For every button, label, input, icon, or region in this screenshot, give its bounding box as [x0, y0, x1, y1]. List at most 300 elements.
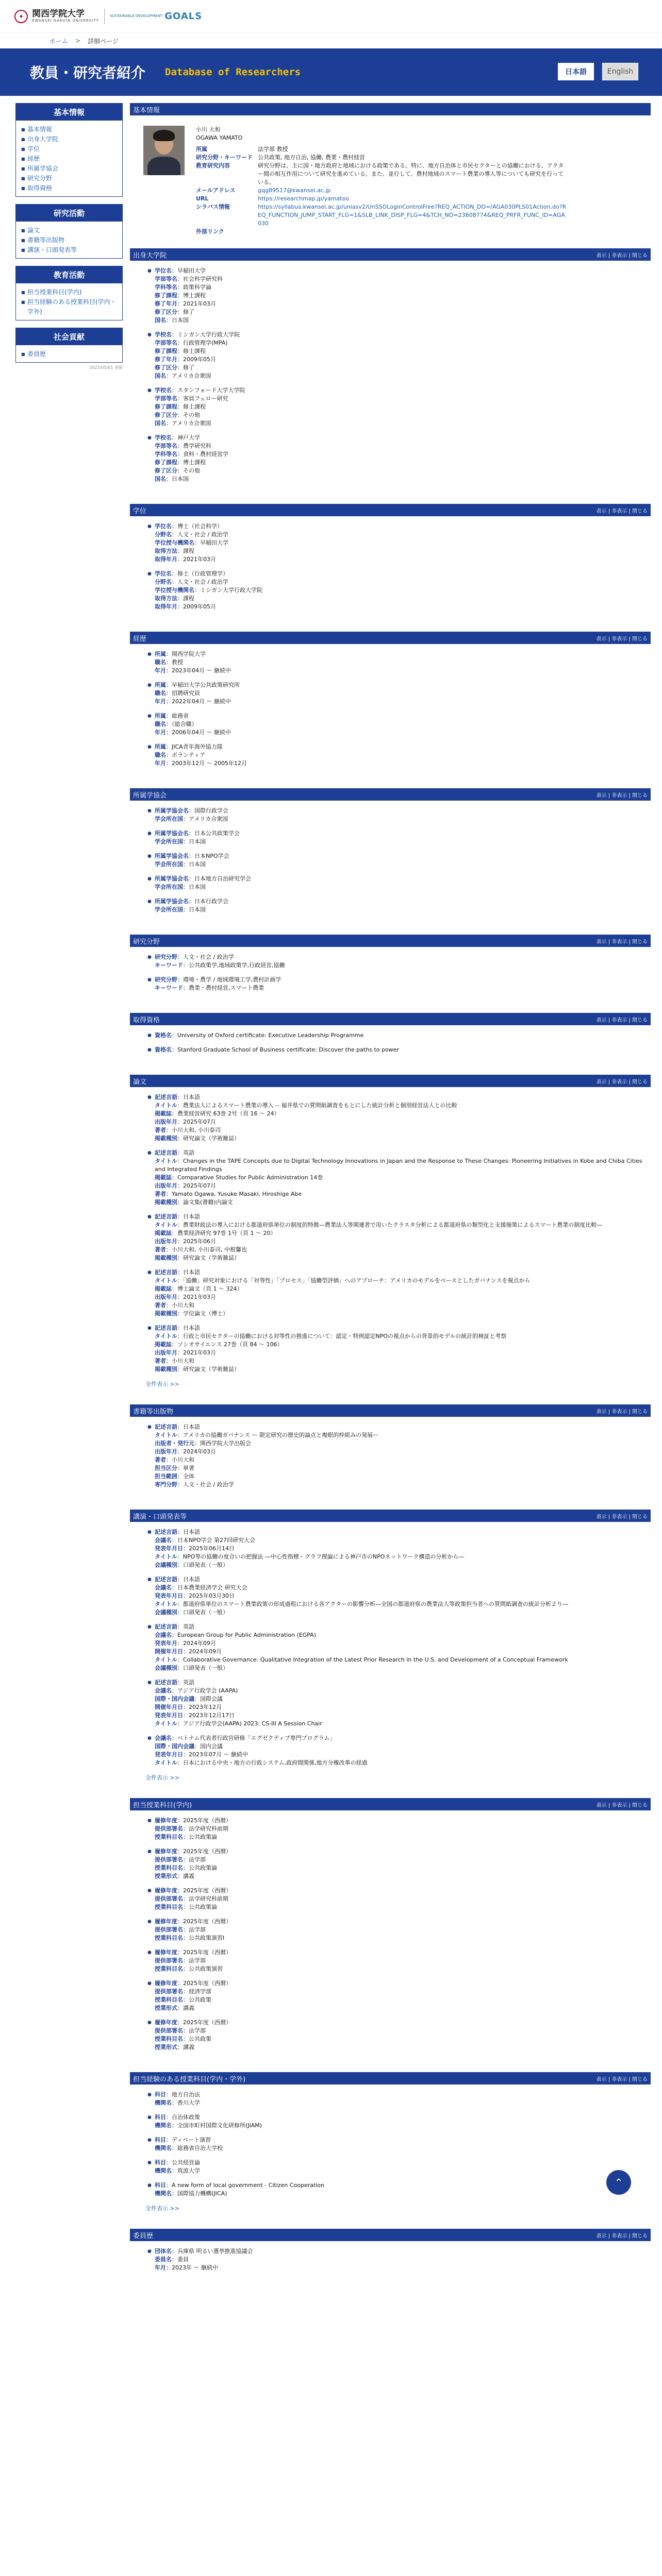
entry-line: 修了区分：その他: [155, 467, 200, 474]
entry-label: 著者: [155, 1127, 166, 1133]
entry-line: 著者：小川大和: [155, 1358, 194, 1364]
entry-value: 都道府県単位のスマート農業政策の形成過程における各アクターの影響分析―全国の都道府県の農業法人等政策担当者への質問紙調査の統計分析より―: [183, 1601, 569, 1607]
entry-label: 学会所在国: [155, 906, 183, 913]
entry-value: 日本NPO学会 第27回研究大会: [177, 1537, 256, 1544]
entry-value: 博士論文（頁 1 ～ 324）: [177, 1285, 243, 1292]
entry-label: 掲載誌: [155, 1174, 172, 1181]
entry-line: 担当区分：単著: [155, 1465, 194, 1471]
entry-value: 研究論文（学術雑誌）: [183, 1255, 240, 1261]
entry-line: 修了課程：修士課程: [155, 403, 206, 410]
entry-line: 会議名：アジア行政学会 (AAPA): [155, 1687, 238, 1694]
hide-toggle[interactable]: 非表示: [611, 1409, 627, 1415]
list-item: [155, 743, 643, 768]
entry-line: 学会所在国：日本国: [155, 838, 206, 845]
list-item: [155, 1848, 643, 1880]
entry-value: 2024年09月: [189, 1648, 222, 1655]
entry-label: 会議種別: [155, 1562, 177, 1568]
sidebar-item-basic-4[interactable]: ■ 所属学協会: [21, 164, 118, 174]
entry-line: ● 記述言語：英語: [155, 1623, 194, 1630]
entry-label: 職名: [155, 659, 166, 666]
list-item: [155, 807, 643, 823]
entry-label: 修了課程: [155, 348, 177, 354]
profile-field-label: 研究分野・キーワード: [196, 154, 253, 161]
sidebar-item-education-0[interactable]: ■ 担当授業科目(学内): [21, 287, 118, 297]
hide-toggle[interactable]: 非表示: [611, 1017, 627, 1023]
close-toggle[interactable]: 閉じる: [632, 1514, 648, 1520]
entry-line: 取得年月：2009年05月: [155, 603, 216, 610]
entry-label: タイトル: [155, 1759, 177, 1766]
list-item: [155, 650, 643, 675]
list-item: [155, 1979, 643, 2012]
university-logo[interactable]: [14, 10, 99, 23]
entry-value: 「協働」研究対象における「対等性」「プロセス」「協働型評価」へのアプローチ：アメリカのモデルをベースとしたガバナンスを視点から: [183, 1277, 531, 1284]
lang-japanese-button[interactable]: 日本語: [558, 63, 594, 80]
entry-label: 国名: [155, 420, 166, 427]
sidebar-item-basic-2[interactable]: ■ 学位: [21, 144, 118, 154]
entry-value: 小川大和: [172, 1456, 194, 1463]
entry-line: 国名：アメリカ合衆国: [155, 420, 211, 427]
sidebar: [15, 103, 123, 2285]
entry-label: 会議名: [155, 1687, 172, 1694]
entry-line: 出版年月：2021年03月: [155, 1349, 216, 1356]
entry-label: 記述言語: [155, 1325, 177, 1331]
entry-label: 取得方法: [155, 595, 177, 602]
entry-line: 分野名：人文・社会 / 政治学: [155, 531, 228, 538]
entry-line: ● 科目：ディベート演習: [155, 2137, 211, 2143]
entry-label: 修了課程: [155, 459, 177, 466]
close-toggle[interactable]: 閉じる: [632, 1017, 648, 1023]
site-header: [0, 0, 662, 33]
entry-line: 発表年月：2024年09月: [155, 1640, 216, 1647]
entry-value: アジア行政学会(AAPA) 2023: CS-III A Session Chair: [183, 1720, 322, 1727]
entry-line: 学会所在国：日本国: [155, 884, 206, 890]
entry-line: 発表年月日：2025年06月14日: [155, 1545, 235, 1552]
entry-line: ● 記述言語：日本語: [155, 1529, 200, 1535]
show-all-link[interactable]: 全件表示 >>: [145, 2205, 179, 2212]
entry-line: 機関名：香川大学: [155, 2099, 200, 2106]
entry-line: ● 所属：関西学院大学: [155, 651, 206, 657]
list-item: [155, 570, 643, 611]
entry-line: 修了年月：2009年05月: [155, 356, 216, 363]
entry-label: 授業科目名: [155, 1935, 183, 1941]
show-all-link[interactable]: 全件表示 >>: [145, 1774, 179, 1781]
profile-row: [196, 228, 567, 236]
entry-line: 提供部署名：法学研究科前期: [155, 1895, 228, 1902]
entry-label: 学会所在国: [155, 816, 183, 822]
sidebar-education-title: 教育活動: [16, 266, 122, 283]
entry-value: 農業財政法の導入における都道府県単位の制度的特徴—農業法人等関連者で用いたクラスタ分析による都道府県の類型化と支援施策によるスマート農業の制度比較—: [183, 1222, 603, 1228]
hide-toggle[interactable]: 非表示: [611, 2233, 627, 2239]
entry-label: キーワード: [155, 962, 183, 969]
entry-line: 掲載誌：Comparative Studies for Public Administration 14巻: [155, 1174, 323, 1181]
entry-value: 2009年05月: [183, 603, 216, 610]
hide-toggle[interactable]: 非表示: [611, 1079, 627, 1085]
show-toggle[interactable]: 表示: [596, 1409, 607, 1415]
entry-label: 発表年月日: [155, 1545, 183, 1552]
entry-value: 公共政策: [189, 2036, 211, 2042]
entry-label: 学部等名: [155, 443, 177, 449]
entry-label: 所属学協会名: [155, 853, 189, 859]
show-all-link[interactable]: 全件表示 >>: [145, 1381, 179, 1387]
entry-value: 日本農業経済学会 研究大会: [177, 1584, 247, 1591]
entry-value: 公共政策論: [189, 1865, 217, 1871]
sidebar-item-social-0[interactable]: ■ 委員歴: [21, 349, 118, 359]
show-toggle[interactable]: 表示: [596, 508, 607, 514]
entry-line: 分野名：人文・社会 / 政治学: [155, 579, 228, 585]
show-toggle[interactable]: 表示: [596, 1802, 607, 1808]
entry-value: 日本語: [183, 1576, 200, 1583]
section-controls: 表示 | 非表示 | 閉じる: [596, 508, 648, 514]
list-item: [155, 875, 643, 891]
sidebar-research: [15, 204, 123, 259]
entry-line: 取得方法：課程: [155, 548, 194, 554]
entry-label: タイトル: [155, 1656, 177, 1663]
entry-value: 国際行政学会: [194, 807, 228, 814]
page-subtitle: Database of Researchers: [165, 66, 301, 78]
entry-label: 会議名: [155, 1537, 172, 1544]
sidebar-research-title: 研究活動: [16, 205, 122, 222]
section-header: [130, 1404, 651, 1417]
entry-line: 出版年月：2021年03月: [155, 1294, 216, 1300]
sidebar-item-basic-1[interactable]: ■ 出身大学院: [21, 134, 118, 144]
entry-line: ● 科目：地方自治法: [155, 2091, 200, 2098]
section-header: [130, 2072, 651, 2084]
entry-value: 法学研究科前期: [189, 1895, 228, 1902]
entry-line: ● 記述言語：日本語: [155, 1213, 200, 1220]
sidebar-item-research-2[interactable]: ■ 講演・口頭発表等: [21, 245, 118, 255]
entry-label: 授業形式: [155, 1873, 177, 1879]
entry-label: タイトル: [155, 1333, 177, 1340]
entry-label: 科目: [155, 2114, 166, 2121]
entry-label: 発表年月日: [155, 1592, 183, 1599]
entry-line: 発表年月日：2023年12月17日: [155, 1712, 235, 1719]
entry-line: 機関名：総務省自治大学校: [155, 2145, 223, 2151]
close-toggle[interactable]: 閉じる: [632, 1802, 648, 1808]
entry-value: ボランティア: [172, 752, 206, 758]
entry-line: 開催年月日：2024年09月: [155, 1648, 222, 1655]
section-header: [130, 788, 651, 801]
entry-value: 日本国: [189, 906, 206, 913]
close-toggle[interactable]: 閉じる: [632, 2076, 648, 2082]
entry-value: 関西学院大学: [172, 651, 206, 657]
entry-label: 資格名: [155, 1046, 172, 1053]
entry-line: 出版年月：2025年06月: [155, 1238, 216, 1245]
entry-label: 専門分野: [155, 1481, 177, 1488]
entry-value: 2021年03月: [183, 300, 216, 307]
show-toggle[interactable]: 表示: [596, 636, 607, 642]
entry-label: 団体名: [155, 2248, 172, 2255]
show-toggle[interactable]: 表示: [596, 2233, 607, 2239]
entry-line: 機関名：全国市町村国際文化研修所(JIAM): [155, 2122, 262, 2129]
entry-label: 会議名: [155, 1632, 172, 1638]
entry-line: 年月：2023年04月 ～ 継続中: [155, 667, 231, 674]
show-toggle[interactable]: 表示: [596, 792, 607, 799]
list-item: [155, 2019, 643, 2052]
sidebar-basic: [15, 103, 123, 197]
show-toggle[interactable]: 表示: [596, 1514, 607, 1520]
entry-label: 学位名: [155, 267, 172, 274]
hide-toggle[interactable]: 非表示: [611, 1802, 627, 1808]
entry-label: 研究分野: [155, 954, 177, 960]
entry-line: 掲載誌：ソシオサイエンス 27巻（頁 84 ～ 106）: [155, 1341, 283, 1348]
entry-label: 会議種別: [155, 1609, 177, 1616]
entry-value: アメリカの協働ガバナンス ー 限定研究の歴史的論点と複眼的枠組みの発展ー: [183, 1432, 379, 1438]
section-body: [130, 1025, 651, 1067]
section-body: [130, 1417, 651, 1502]
entry-value: 2023年12月: [189, 1704, 222, 1710]
entry-label: 提供部署名: [155, 1825, 183, 1832]
sdgs-goals-text: GOALS: [164, 11, 203, 22]
entry-label: 記述言語: [155, 1094, 177, 1100]
sidebar-item-research-0[interactable]: ■ 論文: [21, 226, 118, 235]
sidebar-item-basic-6[interactable]: ■ 取得資格: [21, 183, 118, 193]
entry-label: タイトル: [155, 1601, 177, 1607]
entry-label: タイトル: [155, 1222, 177, 1228]
profile-field-value[interactable]: https://syllabus.kwansei.ac.jp/uniasv2/UnSSOLoginControlFree?REQ_ACTION_DO=/AGA030PLS01Action.do?REQ_FUNCTION_JUMP_START_FLG=1&SLB_LINK_DISP_FLG=4&TCH_NO=23608774&REQ_PRFR_FUNC_ID=AGA030: [258, 204, 567, 227]
entry-label: 修了区分: [155, 412, 177, 418]
entry-label: 所属学協会名: [155, 807, 189, 814]
entry-line: タイトル：Collaborative Governance: Qualitative Integration of the Latest Prior Research in the U.S. and Development of a Conceptual Framework: [155, 1656, 568, 1663]
entry-label: 履修年度: [155, 1887, 177, 1894]
profile-row: [196, 162, 567, 187]
entry-label: 提供部署名: [155, 1957, 183, 1964]
close-toggle[interactable]: 閉じる: [632, 2233, 648, 2239]
entry-value: 日本語: [183, 1094, 200, 1100]
entry-label: 授業形式: [155, 2044, 177, 2050]
entry-line: 学部等名：社会科学研究科: [155, 276, 223, 282]
entry-value: 農業法人によるスマート農業の導入 -- 福井県での質問紙調査をもとにした統計分析と個別経営法人との比較: [183, 1102, 457, 1109]
entry-label: 著者: [155, 1246, 166, 1253]
lang-english-button[interactable]: English: [602, 63, 638, 80]
profile-row: [196, 203, 567, 228]
entry-label: 年月: [155, 729, 166, 736]
show-toggle[interactable]: 表示: [596, 252, 607, 259]
entry-label: 国名: [155, 317, 166, 324]
entry-label: 会議名: [155, 1584, 172, 1591]
entry-value: 公共政策学,地域政策学,行政経営,協働: [189, 962, 285, 969]
profile-row: [196, 154, 567, 162]
entry-label: 記述言語: [155, 1529, 177, 1535]
entry-label: 所属: [155, 713, 166, 719]
entry-line: 掲載種別：論文集(書籍)内論文: [155, 1199, 233, 1206]
entry-line: ● 記述言語：日本語: [155, 1325, 200, 1331]
entry-value: 2024年09月: [183, 1640, 216, 1647]
hide-toggle[interactable]: 非表示: [611, 2076, 627, 2082]
entry-label: 取得年月: [155, 603, 177, 610]
entry-value: NPO等の協働の度合いの把握法 ―中心性指標・グラフ理論による神戸市のNPOネットワーク構造の分析から―: [183, 1553, 465, 1560]
entry-value: Changes in the TAPE Concepts due to Digital Technology Innovations in Japan and the Response to These Changes: Pioneering Initiatives in Kobe and Chiba Cities and Integrated Findings: [155, 1158, 642, 1173]
entry-line: 会議名：日本NPO学会 第27回研究大会: [155, 1537, 256, 1544]
profile-field-value[interactable]: gqg89517@kwansei.ac.jp: [258, 187, 331, 194]
close-toggle[interactable]: 閉じる: [632, 636, 648, 642]
breadcrumb-separator: >: [75, 37, 81, 44]
close-toggle[interactable]: 閉じる: [632, 1409, 648, 1415]
entry-label: 学部等名: [155, 340, 177, 346]
entry-value: 筑波大学: [177, 2167, 200, 2174]
entry-value: 博士課程: [183, 459, 206, 466]
entry-line: ● 所属学協会名：日本公共政策学会: [155, 830, 240, 837]
entry-label: 学位名: [155, 570, 172, 577]
entry-line: 授業形式：講義: [155, 1873, 194, 1879]
list-item: [155, 1679, 643, 1728]
entry-value: 日本国: [189, 838, 206, 845]
entry-line: ● 科目：自治体政策: [155, 2114, 200, 2121]
entry-value: 委員: [177, 2256, 189, 2263]
sidebar-item-basic-5[interactable]: ■ 研究分野: [21, 174, 118, 183]
hide-toggle[interactable]: 非表示: [611, 508, 627, 514]
sidebar-item-basic-0[interactable]: ■ 基本情報: [21, 125, 118, 134]
entry-label: 開催年月日: [155, 1704, 183, 1710]
entry-label: 出版年月: [155, 1182, 177, 1189]
entry-value: 招聘研究員: [172, 690, 200, 697]
hide-toggle[interactable]: 非表示: [611, 792, 627, 799]
entry-value: 2003年12月 ～ 2005年12月: [172, 760, 247, 767]
entry-line: 掲載誌：農業経営研究 63巻 2号（頁 16 ～ 24）: [155, 1110, 280, 1117]
section-header: [130, 2229, 651, 2241]
entry-line: タイトル：都道府県単位のスマート農業政策の形成過程における各アクターの影響分析―全国の都道府県の農業法人等政策担当者への質問紙調査の統計分析より―: [155, 1601, 569, 1607]
entry-label: 職名: [155, 721, 166, 727]
list-item: [155, 1528, 643, 1569]
profile-field-label: 所属: [196, 146, 207, 152]
entry-value: 日本語: [183, 1269, 200, 1276]
sidebar-item-research-1[interactable]: ■ 書籍等出版物: [21, 235, 118, 245]
list-item: [155, 1623, 643, 1672]
entry-line: ● 科目：公共経営論: [155, 2159, 200, 2166]
entry-value: 農業・農村経営,スマート農業: [189, 985, 264, 991]
entry-value: 2025年03月30日: [189, 1592, 235, 1599]
entry-label: 出版年月: [155, 1118, 177, 1125]
entry-value: ソシオサイエンス 27巻（頁 84 ～ 106）: [177, 1341, 283, 1348]
entry-label: タイトル: [155, 1432, 177, 1438]
entry-line: 発表年月日：2025年03月30日: [155, 1592, 235, 1599]
show-toggle[interactable]: 表示: [596, 2076, 607, 2082]
entry-label: 学校名: [155, 387, 172, 394]
entry-value: 小川大和: [172, 1358, 194, 1364]
section-body: [130, 1810, 651, 2065]
entry-value: 口頭発表（一般）: [183, 1665, 228, 1671]
entry-label: 機関名: [155, 2190, 172, 2197]
profile-field-value[interactable]: https://researchmap.jp/yamatoo: [258, 195, 350, 202]
breadcrumb-home[interactable]: ホーム: [49, 37, 69, 45]
entry-line: ● 所属：JICA青年海外協力隊: [155, 743, 223, 750]
entry-value: 香川大学: [177, 2099, 200, 2106]
profile-field-value: 研究分野は、主に国・地方政府と地域における政策である。特に、地方自治体と市民セクターとの協働における、アクター間の相互作用について研究を進めている。また、並行して、農村地域のスマート農業の導入等についても研究を行っている。: [258, 162, 564, 185]
entry-line: ● 履修年度：2025年度（西暦）: [155, 1817, 231, 1824]
entry-line: 機関名：筑波大学: [155, 2167, 200, 2174]
entry-label: 提供部署名: [155, 1926, 183, 1933]
list-item: [155, 1817, 643, 1841]
show-toggle[interactable]: 表示: [596, 1017, 607, 1023]
entry-label: 分野名: [155, 579, 172, 585]
section-title: 所属学協会: [133, 791, 167, 800]
list-item: [155, 897, 643, 914]
entry-line: タイトル：日本における中央・地方の行政システム,政府間関係,地方分権改革の経過: [155, 1759, 368, 1766]
profile-card: [130, 115, 651, 241]
close-toggle[interactable]: 閉じる: [632, 1079, 648, 1085]
list-item: [155, 1046, 643, 1054]
entry-value: 日本国: [172, 317, 189, 324]
entry-value: 2009年05月: [183, 356, 216, 363]
entry-line: キーワード：農業・農村経営,スマート農業: [155, 985, 264, 991]
entry-line: 委員名：委員: [155, 2256, 189, 2263]
entry-label: 会議名: [155, 1735, 172, 1741]
entry-value: 英語: [183, 1149, 194, 1156]
entry-line: ● 記述言語：日本語: [155, 1423, 200, 1430]
entry-label: タイトル: [155, 1102, 177, 1109]
entry-value: 2025年度（西暦）: [183, 2019, 231, 2026]
sdgs-logo[interactable]: [110, 11, 202, 22]
close-toggle[interactable]: 閉じる: [632, 508, 648, 514]
entry-value: Comparative Studies for Public Administration 14巻: [177, 1174, 323, 1181]
section-body: [130, 1087, 651, 1397]
list-item: [155, 712, 643, 737]
entry-label: 国際・国内会議: [155, 1743, 194, 1750]
entry-label: 履修年度: [155, 1848, 177, 1855]
entry-label: 提供部署名: [155, 1988, 183, 1995]
entry-value: 2025年度（西暦）: [183, 1918, 231, 1925]
hide-toggle[interactable]: 非表示: [611, 636, 627, 642]
profile-field-label: 外部リンク: [196, 228, 224, 235]
entry-label: 修了課程: [155, 292, 177, 299]
profile-row: [196, 195, 567, 203]
entry-line: 国際・国内会議：国際会議: [155, 1696, 223, 1702]
list-item: [155, 1575, 643, 1617]
entry-line: ● 科目：A new form of local government - Citizen Cooperation: [155, 2182, 324, 2189]
entry-line: 職名：招聘研究員: [155, 690, 200, 697]
entry-label: 学科等名: [155, 451, 177, 457]
entry-value: 総務省: [172, 713, 189, 719]
entry-line: 授業科目名：公共政策: [155, 2036, 211, 2042]
scroll-top-button[interactable]: [606, 2170, 631, 2195]
section-header: [130, 1510, 651, 1522]
hide-toggle[interactable]: 非表示: [611, 252, 627, 259]
list-item: [155, 1213, 643, 1262]
entry-label: タイトル: [155, 1553, 177, 1560]
entry-label: 会議種別: [155, 1665, 177, 1671]
sidebar-item-education-1[interactable]: ■ 担当経験のある授業科目(学内・学外): [21, 297, 118, 317]
close-toggle[interactable]: 閉じる: [632, 939, 648, 945]
entry-line: 職名：（総合職）: [155, 721, 197, 727]
entry-value: 日本語: [183, 1325, 200, 1331]
hide-toggle[interactable]: 非表示: [611, 1514, 627, 1520]
sidebar-item-basic-3[interactable]: ■ 経歴: [21, 154, 118, 164]
entry-line: ● 資格名：Stanford Graduate School of Business certificate: Discover the paths to power: [155, 1046, 399, 1053]
close-toggle[interactable]: 閉じる: [632, 252, 648, 259]
show-toggle[interactable]: 表示: [596, 1079, 607, 1085]
entry-label: 掲載種別: [155, 1135, 177, 1142]
list-item: [155, 2181, 643, 2198]
entry-value: 2023年 ～ 継続中: [172, 2264, 218, 2271]
entry-line: キーワード：公共政策学,地域政策学,行政経営,協働: [155, 962, 285, 969]
list-item: [155, 852, 643, 869]
entry-line: 取得方法：課程: [155, 595, 194, 602]
list-item: [155, 434, 643, 483]
entry-label: 修了区分: [155, 309, 177, 315]
list-item: [155, 1324, 643, 1374]
page-banner: [0, 48, 662, 96]
hide-toggle[interactable]: 非表示: [611, 939, 627, 945]
entry-value: 2025年度（西暦）: [183, 1887, 231, 1894]
section-controls: 表示 | 非表示 | 閉じる: [596, 1802, 648, 1808]
section-title: 出身大学院: [133, 251, 167, 260]
entry-value: 課程: [183, 595, 194, 602]
show-toggle[interactable]: 表示: [596, 939, 607, 945]
section-title: 学位: [133, 507, 147, 515]
list-item: [155, 1268, 643, 1318]
entry-label: 分野名: [155, 531, 172, 538]
close-toggle[interactable]: 閉じる: [632, 792, 648, 799]
entry-value: 2021年03月: [183, 1294, 216, 1300]
